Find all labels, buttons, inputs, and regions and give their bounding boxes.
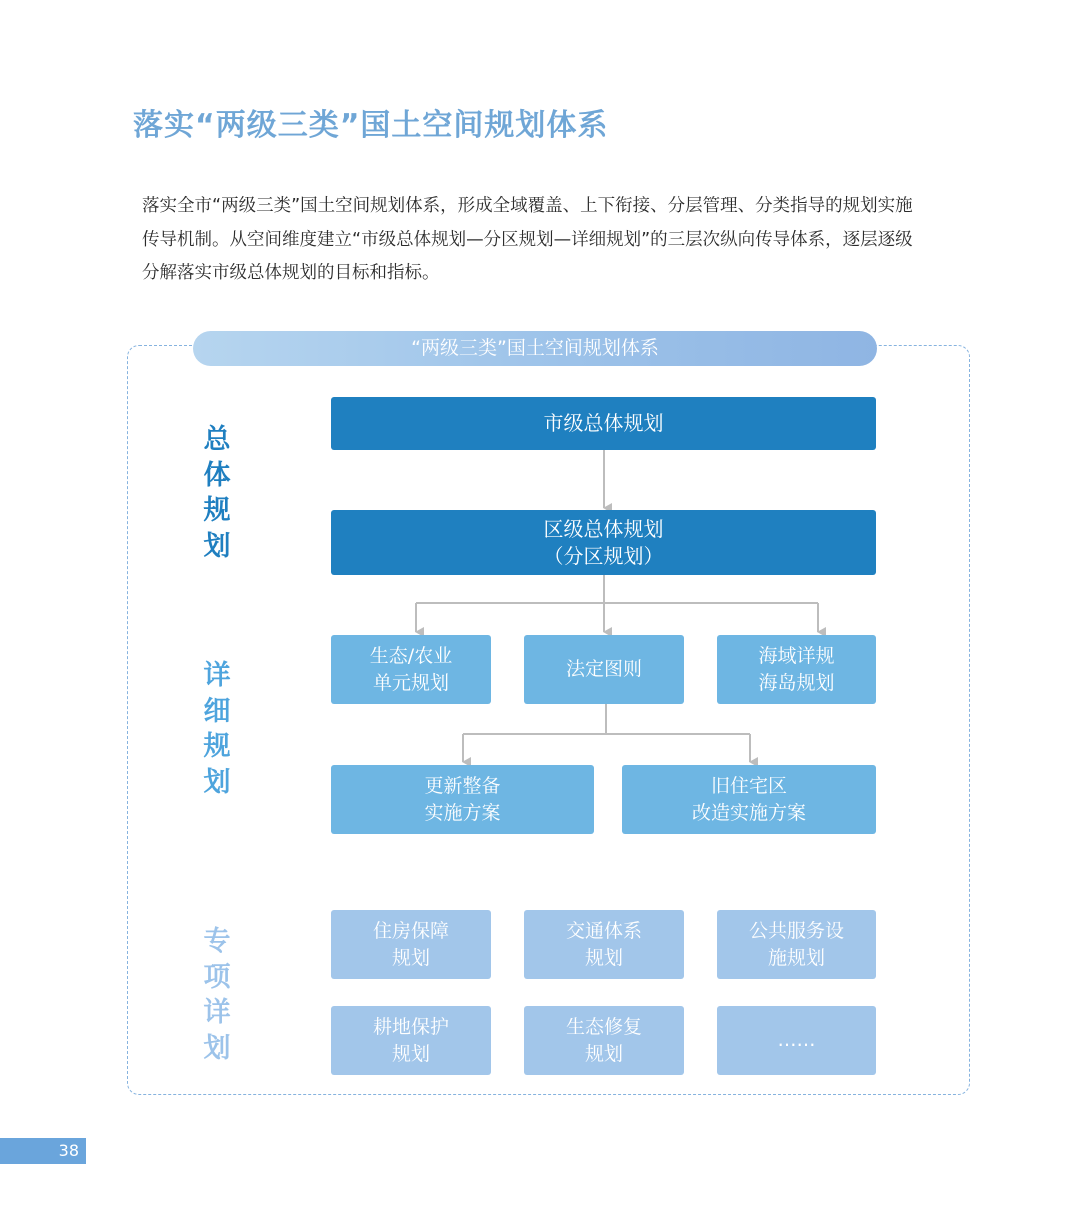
- box-eco-restoration-plan: [524, 1006, 684, 1075]
- box-text: 住房保障: [372, 919, 449, 942]
- intro-line: 传导机制。从空间维度建立“市级总体规划—分区规划—详细规划”的三层次纵向传导体系，逐层逐级: [142, 229, 913, 250]
- box-public-service-plan: [717, 910, 876, 979]
- label-char: 规: [203, 731, 231, 762]
- box-text: 生态修复: [565, 1015, 642, 1038]
- label-char: 划: [203, 766, 231, 798]
- box-city-master-plan: [331, 397, 876, 450]
- label-char: 规: [203, 495, 231, 526]
- intro-line: 落实全市“两级三类”国土空间规划体系，形成全域覆盖、上下衔接、分层管理、分类指导的规划实施: [142, 196, 913, 216]
- label-char: 体: [203, 459, 231, 491]
- box-text: 改造实施方案: [691, 801, 806, 824]
- box-marine-island-plan: [717, 635, 876, 704]
- box-text: 法定图则: [565, 658, 642, 680]
- box-text: ……: [777, 1029, 816, 1051]
- box-text: 施规划: [767, 946, 825, 969]
- page-title: 落实“两级三类”国土空间规划体系: [133, 108, 609, 143]
- box-more: [717, 1006, 876, 1075]
- box-housing-security-plan: [331, 910, 491, 979]
- label-char: 详: [203, 997, 231, 1028]
- box-text: （分区规划）: [543, 543, 664, 568]
- box-renewal-implementation: [331, 765, 594, 834]
- box-text: 规划: [584, 1042, 623, 1065]
- box-text: 实施方案: [424, 801, 501, 824]
- label-char: 总: [203, 424, 231, 455]
- box-text: 规划: [391, 946, 430, 969]
- box-old-housing-renovation: [622, 765, 876, 834]
- label-char: 详: [203, 660, 231, 691]
- label-char: 划: [203, 1032, 231, 1064]
- box-eco-agri-unit-plan: [331, 635, 491, 704]
- box-text: 生态/农业: [369, 644, 453, 667]
- label-char: 专: [203, 926, 231, 957]
- box-text: 海域详规: [758, 644, 835, 667]
- page-number: 38: [0, 1138, 86, 1164]
- label-char: 项: [203, 961, 231, 993]
- intro-line: 分解落实市级总体规划的目标和指标。: [142, 263, 440, 283]
- box-text: 区级总体规划: [543, 516, 664, 541]
- box-statutory-plan: [524, 635, 684, 704]
- label-char: 划: [203, 530, 231, 562]
- label-char: 细: [203, 695, 231, 727]
- box-text: 单元规划: [372, 671, 449, 694]
- box-text: 耕地保护: [372, 1015, 449, 1038]
- box-text: 旧住宅区: [710, 774, 787, 797]
- box-text: 公共服务设: [748, 919, 844, 942]
- box-transport-system-plan: [524, 910, 684, 979]
- box-text: 更新整备: [424, 774, 501, 797]
- diagram-header: “两级三类”国土空间规划体系: [193, 331, 877, 366]
- box-text: 交通体系: [565, 919, 642, 942]
- box-text: 市级总体规划: [543, 411, 664, 435]
- box-farmland-protection-plan: [331, 1006, 491, 1075]
- box-district-master-plan: [331, 510, 876, 575]
- box-text: 规划: [584, 946, 623, 969]
- box-text: 海岛规划: [758, 671, 835, 694]
- box-text: 规划: [391, 1042, 430, 1065]
